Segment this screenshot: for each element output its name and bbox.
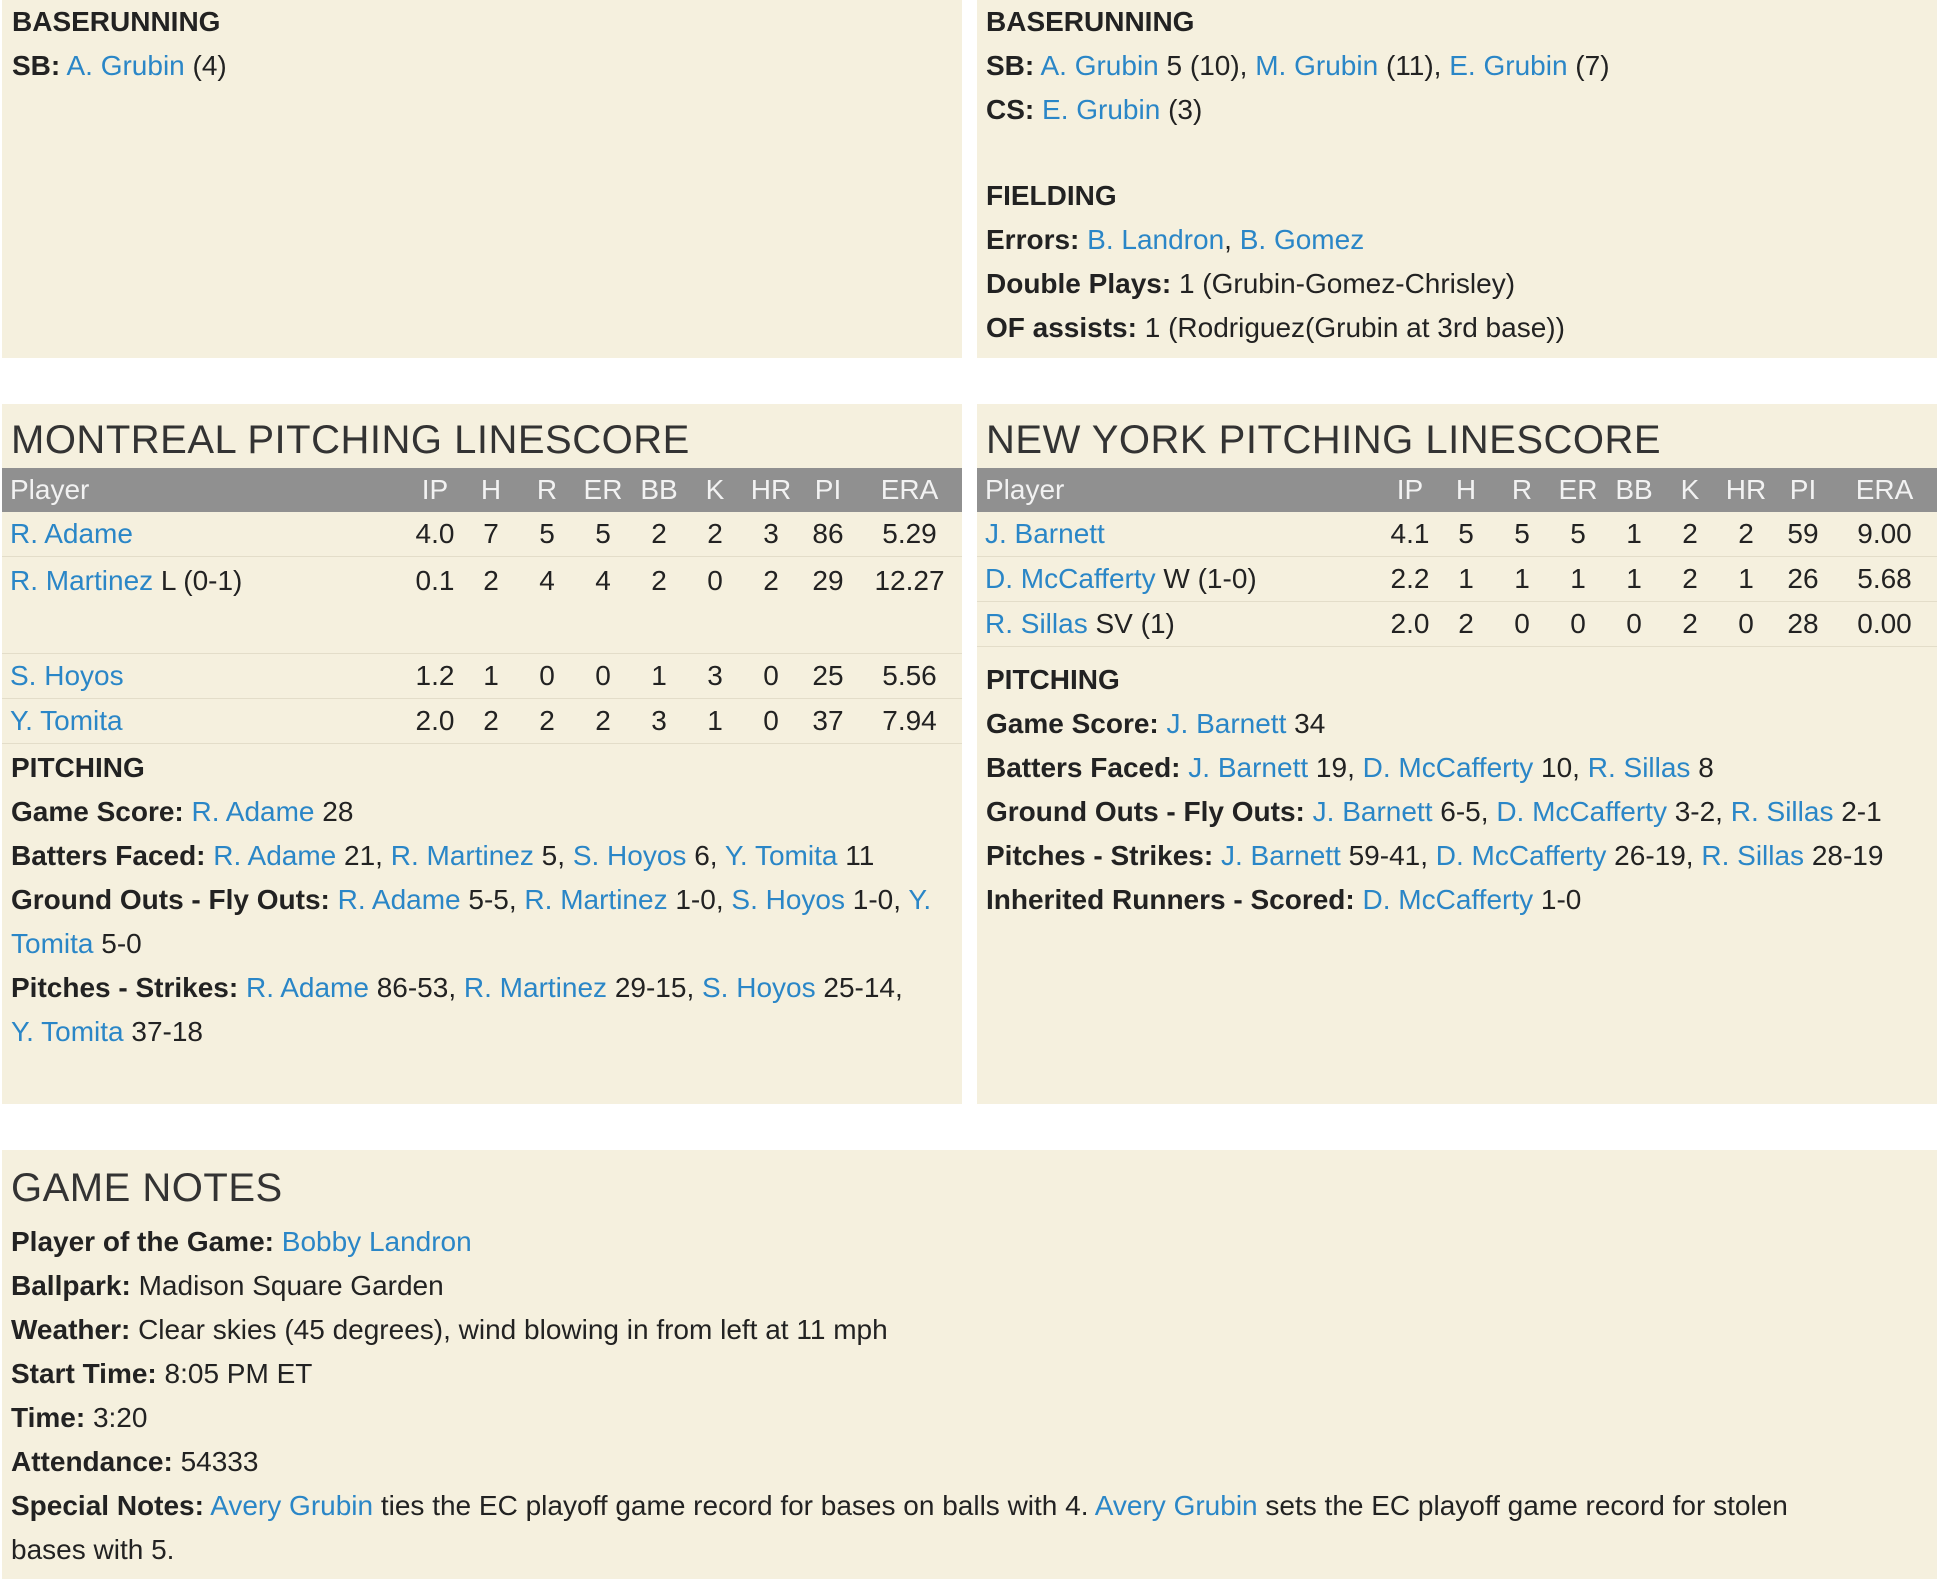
ballpark-line bbox=[11, 1264, 1928, 1308]
col-header-player: Player bbox=[977, 468, 1382, 512]
table-header-row bbox=[2, 468, 962, 512]
k-cell: 3 bbox=[687, 654, 743, 699]
player-link[interactable]: R. Adame bbox=[213, 840, 337, 871]
game-score-line bbox=[986, 702, 1931, 746]
ballpark-label: Ballpark: bbox=[11, 1270, 131, 1301]
player-link[interactable]: R. Sillas bbox=[985, 608, 1088, 639]
player-link[interactable]: Bobby Landron bbox=[281, 1226, 472, 1257]
table-row bbox=[977, 557, 1937, 602]
special-notes-line bbox=[11, 1484, 1928, 1528]
era-cell: 5.29 bbox=[857, 512, 962, 557]
start-time-value: 8:05 PM ET bbox=[156, 1358, 313, 1389]
pitching-heading: PITCHING bbox=[11, 752, 145, 783]
r-cell: 5 bbox=[1494, 512, 1550, 557]
hr-cell: 1 bbox=[1718, 557, 1774, 602]
er-cell: 0 bbox=[575, 654, 631, 699]
col-header-ip: IP bbox=[407, 468, 463, 512]
h-cell: 1 bbox=[1438, 557, 1494, 602]
col-header-r: R bbox=[1494, 468, 1550, 512]
pitches-strikes-line-cont bbox=[11, 1010, 956, 1054]
ip-cell: 2.2 bbox=[1382, 557, 1438, 602]
player-cell bbox=[2, 654, 407, 699]
montreal-pitching-stats bbox=[11, 746, 956, 1054]
ip-cell: 2.0 bbox=[407, 699, 463, 744]
er-cell: 4 bbox=[575, 557, 631, 654]
baserunning-heading: BASERUNNING bbox=[986, 6, 1195, 37]
player-link[interactable]: E. Grubin bbox=[1042, 94, 1161, 125]
er-cell: 2 bbox=[575, 699, 631, 744]
player-link[interactable]: Y. Tomita bbox=[10, 705, 123, 736]
ground-fly-outs-line-cont bbox=[11, 922, 956, 966]
player-link[interactable]: R. Sillas bbox=[1701, 840, 1805, 871]
weather-value: Clear skies (45 degrees), wind blowing in from left at 11 mph bbox=[130, 1314, 888, 1345]
game-notes-title: GAME NOTES bbox=[11, 1166, 283, 1210]
player-link[interactable]: R. Adame bbox=[10, 518, 133, 549]
inherited-runners-line bbox=[986, 878, 1931, 922]
col-header-k: K bbox=[687, 468, 743, 512]
player-of-game-line bbox=[11, 1220, 1928, 1264]
player-link[interactable]: J. Barnett bbox=[1220, 840, 1341, 871]
player-link[interactable]: E. Grubin bbox=[1449, 50, 1568, 81]
player-link[interactable]: D. McCafferty bbox=[1435, 840, 1607, 871]
stolen-bases-line bbox=[986, 44, 1928, 88]
pitches-strikes-line bbox=[11, 966, 956, 1010]
player-link[interactable]: J. Barnett bbox=[1312, 796, 1433, 827]
sb-stat: (11), bbox=[1378, 50, 1450, 81]
bb-cell: 3 bbox=[631, 699, 687, 744]
sb-count: (4) bbox=[184, 50, 227, 81]
bb-cell: 1 bbox=[1606, 557, 1662, 602]
player-link[interactable]: J. Barnett bbox=[985, 518, 1105, 549]
player-link[interactable]: D. McCafferty bbox=[1362, 752, 1534, 783]
table-row bbox=[2, 557, 962, 654]
player-cell bbox=[2, 512, 407, 557]
player-link[interactable]: R. Adame bbox=[245, 972, 369, 1003]
game-score-line bbox=[11, 790, 956, 834]
stat-value: 2-1 bbox=[1833, 796, 1882, 827]
errors-label: Errors: bbox=[986, 224, 1080, 255]
player-link[interactable]: R. Martinez bbox=[524, 884, 668, 915]
game-notes-panel bbox=[2, 1150, 1937, 1579]
table-row bbox=[2, 654, 962, 699]
player-link[interactable]: R. Martinez bbox=[390, 840, 534, 871]
er-cell: 1 bbox=[1550, 557, 1606, 602]
ip-cell: 4.0 bbox=[407, 512, 463, 557]
col-header-pi: PI bbox=[799, 468, 857, 512]
time-value: 3:20 bbox=[85, 1402, 148, 1433]
player-cell bbox=[977, 512, 1382, 557]
pitches-strikes-label: Pitches - Strikes: bbox=[986, 840, 1214, 871]
player-link[interactable]: D. McCafferty bbox=[985, 563, 1156, 594]
ip-cell: 1.2 bbox=[407, 654, 463, 699]
pi-cell: 86 bbox=[799, 512, 857, 557]
stat-value: 11 bbox=[837, 840, 875, 871]
ballpark-value: Madison Square Garden bbox=[130, 1270, 444, 1301]
batters-faced-label: Batters Faced: bbox=[11, 840, 206, 871]
ground-fly-outs-label: Ground Outs - Fly Outs: bbox=[986, 796, 1305, 827]
stat-value: 19, bbox=[1308, 752, 1363, 783]
player-link[interactable]: S. Hoyos bbox=[572, 840, 687, 871]
errors-line bbox=[986, 218, 1928, 262]
pitches-strikes-line bbox=[986, 834, 1931, 878]
stat-value: 29-15, bbox=[607, 972, 702, 1003]
montreal-pitching-table bbox=[2, 468, 962, 744]
stat-value: 86-53, bbox=[368, 972, 464, 1003]
player-link[interactable]: S. Hoyos bbox=[731, 884, 845, 915]
k-cell: 1 bbox=[687, 699, 743, 744]
cs-label: CS: bbox=[986, 94, 1035, 125]
player-link[interactable]: S. Hoyos bbox=[10, 660, 124, 691]
batters-faced-line bbox=[986, 746, 1931, 790]
player-link[interactable]: M. Grubin bbox=[1255, 50, 1379, 81]
player-link[interactable]: Avery Grubin bbox=[1094, 1490, 1258, 1521]
k-cell: 2 bbox=[1662, 602, 1718, 647]
table-row bbox=[977, 512, 1937, 557]
weather-label: Weather: bbox=[11, 1314, 131, 1345]
game-score-label: Game Score: bbox=[11, 796, 184, 827]
player-link[interactable]: B. Landron bbox=[1087, 224, 1225, 255]
col-header-er: ER bbox=[575, 468, 631, 512]
era-cell: 9.00 bbox=[1832, 512, 1937, 557]
inherited-runners-label: Inherited Runners - Scored: bbox=[986, 884, 1355, 915]
er-cell: 5 bbox=[1550, 512, 1606, 557]
player-link[interactable]: J. Barnett bbox=[1166, 708, 1287, 739]
attendance-value: 54333 bbox=[172, 1446, 259, 1477]
potg-label: Player of the Game: bbox=[11, 1226, 274, 1257]
attendance-line bbox=[11, 1440, 1928, 1484]
bb-cell: 0 bbox=[1606, 602, 1662, 647]
pi-cell: 59 bbox=[1774, 512, 1832, 557]
player-cell bbox=[2, 699, 407, 744]
ground-fly-outs-label: Ground Outs - Fly Outs: bbox=[11, 884, 330, 915]
hr-cell: 3 bbox=[743, 512, 799, 557]
stat-value: 10, bbox=[1533, 752, 1588, 783]
ip-cell: 2.0 bbox=[1382, 602, 1438, 647]
game-score-label: Game Score: bbox=[986, 708, 1159, 739]
cs-count: (3) bbox=[1160, 94, 1203, 125]
pitching-heading: PITCHING bbox=[986, 664, 1120, 695]
r-cell: 5 bbox=[519, 512, 575, 557]
h-cell: 2 bbox=[1438, 602, 1494, 647]
h-cell: 2 bbox=[463, 699, 519, 744]
game-time-line bbox=[11, 1396, 1928, 1440]
batters-faced-line bbox=[11, 834, 956, 878]
col-header-er: ER bbox=[1550, 468, 1606, 512]
col-header-h: H bbox=[1438, 468, 1494, 512]
col-header-era: ERA bbox=[1832, 468, 1937, 512]
stat-value: 34 bbox=[1286, 708, 1326, 739]
player-cell bbox=[2, 557, 407, 654]
era-cell: 5.68 bbox=[1832, 557, 1937, 602]
k-cell: 2 bbox=[1662, 557, 1718, 602]
pitches-strikes-label: Pitches - Strikes: bbox=[11, 972, 239, 1003]
bb-cell: 1 bbox=[631, 654, 687, 699]
dp-label: Double Plays: bbox=[986, 268, 1172, 299]
stat-value: 5-0 bbox=[93, 928, 142, 959]
ny-pitching-stats bbox=[986, 658, 1931, 922]
player-link[interactable]: Avery Grubin bbox=[210, 1490, 374, 1521]
player-link[interactable]: Y. bbox=[908, 884, 932, 915]
special-note-text: ties the EC playoff game record for bases on balls with 4. bbox=[373, 1490, 1095, 1521]
bb-cell: 2 bbox=[631, 512, 687, 557]
decision-note: W (1-0) bbox=[1155, 563, 1257, 594]
player-link[interactable]: R. Adame bbox=[191, 796, 315, 827]
era-cell: 0.00 bbox=[1832, 602, 1937, 647]
pi-cell: 26 bbox=[1774, 557, 1832, 602]
player-link[interactable]: D. McCafferty bbox=[1496, 796, 1667, 827]
hr-cell: 0 bbox=[743, 699, 799, 744]
era-cell: 5.56 bbox=[857, 654, 962, 699]
r-cell: 0 bbox=[519, 654, 575, 699]
player-link[interactable]: A. Grubin bbox=[66, 50, 185, 81]
player-cell bbox=[977, 557, 1382, 602]
decision-note: SV (1) bbox=[1087, 608, 1175, 639]
stat-value: 59-41, bbox=[1340, 840, 1436, 871]
player-link[interactable]: S. Hoyos bbox=[702, 972, 816, 1003]
h-cell: 1 bbox=[463, 654, 519, 699]
stat-value: 1-0, bbox=[667, 884, 732, 915]
table-row bbox=[977, 602, 1937, 647]
start-time-label: Start Time: bbox=[11, 1358, 157, 1389]
stat-value: 8 bbox=[1690, 752, 1714, 783]
sb-stat: (7) bbox=[1567, 50, 1610, 81]
col-header-hr: HR bbox=[743, 468, 799, 512]
player-link[interactable]: R. Sillas bbox=[1587, 752, 1691, 783]
weather-line bbox=[11, 1308, 1928, 1352]
pi-cell: 37 bbox=[799, 699, 857, 744]
montreal-baserunning-panel bbox=[2, 0, 962, 358]
player-cell bbox=[977, 602, 1382, 647]
of-label: OF assists: bbox=[986, 312, 1137, 343]
player-link[interactable]: J. Barnett bbox=[1188, 752, 1309, 783]
col-header-bb: BB bbox=[1606, 468, 1662, 512]
r-cell: 2 bbox=[519, 699, 575, 744]
sb-stat: 5 (10), bbox=[1158, 50, 1256, 81]
special-notes-label: Special Notes: bbox=[11, 1490, 204, 1521]
stat-value: 1-0 bbox=[1533, 884, 1582, 915]
bb-cell: 2 bbox=[631, 557, 687, 654]
pi-cell: 29 bbox=[799, 557, 857, 654]
ny-pitching-table bbox=[977, 468, 1937, 647]
attendance-label: Attendance: bbox=[11, 1446, 173, 1477]
hr-cell: 0 bbox=[743, 654, 799, 699]
player-link[interactable]: Y. Tomita bbox=[724, 840, 838, 871]
ip-cell: 0.1 bbox=[407, 557, 463, 654]
player-link[interactable]: R. Sillas bbox=[1730, 796, 1834, 827]
start-time-line bbox=[11, 1352, 1928, 1396]
stat-value: 26-19, bbox=[1606, 840, 1702, 871]
player-link[interactable]: R. Martinez bbox=[463, 972, 608, 1003]
bb-cell: 1 bbox=[1606, 512, 1662, 557]
h-cell: 2 bbox=[463, 557, 519, 654]
ground-fly-outs-line bbox=[11, 878, 956, 922]
pi-cell: 25 bbox=[799, 654, 857, 699]
hr-cell: 2 bbox=[743, 557, 799, 654]
r-cell: 0 bbox=[1494, 602, 1550, 647]
pi-cell: 28 bbox=[1774, 602, 1832, 647]
col-header-hr: HR bbox=[1718, 468, 1774, 512]
er-cell: 5 bbox=[575, 512, 631, 557]
special-notes-line-cont bbox=[11, 1528, 1928, 1572]
r-cell: 4 bbox=[519, 557, 575, 654]
special-note-text: bases with 5. bbox=[11, 1534, 175, 1565]
batters-faced-label: Batters Faced: bbox=[986, 752, 1181, 783]
k-cell: 2 bbox=[1662, 512, 1718, 557]
sb-label: SB: bbox=[986, 50, 1035, 81]
h-cell: 5 bbox=[1438, 512, 1494, 557]
of-value: 1 (Rodriguez(Grubin at 3rd base)) bbox=[1136, 312, 1565, 343]
er-cell: 0 bbox=[1550, 602, 1606, 647]
col-header-bb: BB bbox=[631, 468, 687, 512]
ny-pitching-title: NEW YORK PITCHING LINESCORE bbox=[986, 418, 1662, 462]
hr-cell: 0 bbox=[1718, 602, 1774, 647]
col-header-k: K bbox=[1662, 468, 1718, 512]
player-link[interactable]: B. Gomez bbox=[1239, 224, 1365, 255]
stat-value: 21, bbox=[336, 840, 391, 871]
stat-value: 6, bbox=[686, 840, 725, 871]
dp-value: 1 (Grubin-Gomez-Chrisley) bbox=[1171, 268, 1516, 299]
hr-cell: 2 bbox=[1718, 512, 1774, 557]
stat-value: 28 bbox=[314, 796, 354, 827]
r-cell: 1 bbox=[1494, 557, 1550, 602]
stat-value: 3-2, bbox=[1666, 796, 1731, 827]
ny-baserunning-panel bbox=[977, 0, 1937, 358]
k-cell: 0 bbox=[687, 557, 743, 654]
stat-value: 37-18 bbox=[123, 1016, 203, 1047]
stat-value: 6-5, bbox=[1432, 796, 1497, 827]
player-link[interactable]: R. Martinez bbox=[10, 565, 154, 596]
fielding-heading: FIELDING bbox=[986, 180, 1117, 211]
era-cell: 7.94 bbox=[857, 699, 962, 744]
montreal-pitching-title: MONTREAL PITCHING LINESCORE bbox=[11, 418, 690, 462]
caught-stealing-line bbox=[986, 88, 1928, 132]
of-assists-line bbox=[986, 306, 1928, 350]
col-header-ip: IP bbox=[1382, 468, 1438, 512]
ground-fly-outs-line bbox=[986, 790, 1931, 834]
col-header-h: H bbox=[463, 468, 519, 512]
player-link[interactable]: D. McCafferty bbox=[1362, 884, 1534, 915]
era-cell: 12.27 bbox=[857, 557, 962, 654]
player-link[interactable]: Y. Tomita bbox=[11, 1016, 124, 1047]
table-row bbox=[2, 512, 962, 557]
col-header-r: R bbox=[519, 468, 575, 512]
baserunning-heading: BASERUNNING bbox=[12, 6, 221, 37]
k-cell: 2 bbox=[687, 512, 743, 557]
special-note-text: sets the EC playoff game record for stolen bbox=[1257, 1490, 1788, 1521]
time-label: Time: bbox=[11, 1402, 86, 1433]
stat-value: 5-5, bbox=[460, 884, 525, 915]
player-link[interactable]: R. Adame bbox=[337, 884, 461, 915]
table-row bbox=[2, 699, 962, 744]
col-header-era: ERA bbox=[857, 468, 962, 512]
stat-value: 1-0, bbox=[845, 884, 909, 915]
player-link[interactable]: A. Grubin bbox=[1040, 50, 1159, 81]
stat-value: 5, bbox=[533, 840, 573, 871]
stolen-bases-line bbox=[12, 44, 952, 88]
table-header-row bbox=[977, 468, 1937, 512]
separator: , bbox=[1224, 224, 1240, 255]
ip-cell: 4.1 bbox=[1382, 512, 1438, 557]
double-plays-line bbox=[986, 262, 1928, 306]
sb-label: SB: bbox=[12, 50, 61, 81]
col-header-pi: PI bbox=[1774, 468, 1832, 512]
stat-value: 25-14, bbox=[815, 972, 903, 1003]
h-cell: 7 bbox=[463, 512, 519, 557]
decision-note: L (0-1) bbox=[153, 565, 243, 596]
stat-value: 28-19 bbox=[1804, 840, 1884, 871]
col-header-player: Player bbox=[2, 468, 407, 512]
player-link[interactable]: Tomita bbox=[11, 928, 94, 959]
